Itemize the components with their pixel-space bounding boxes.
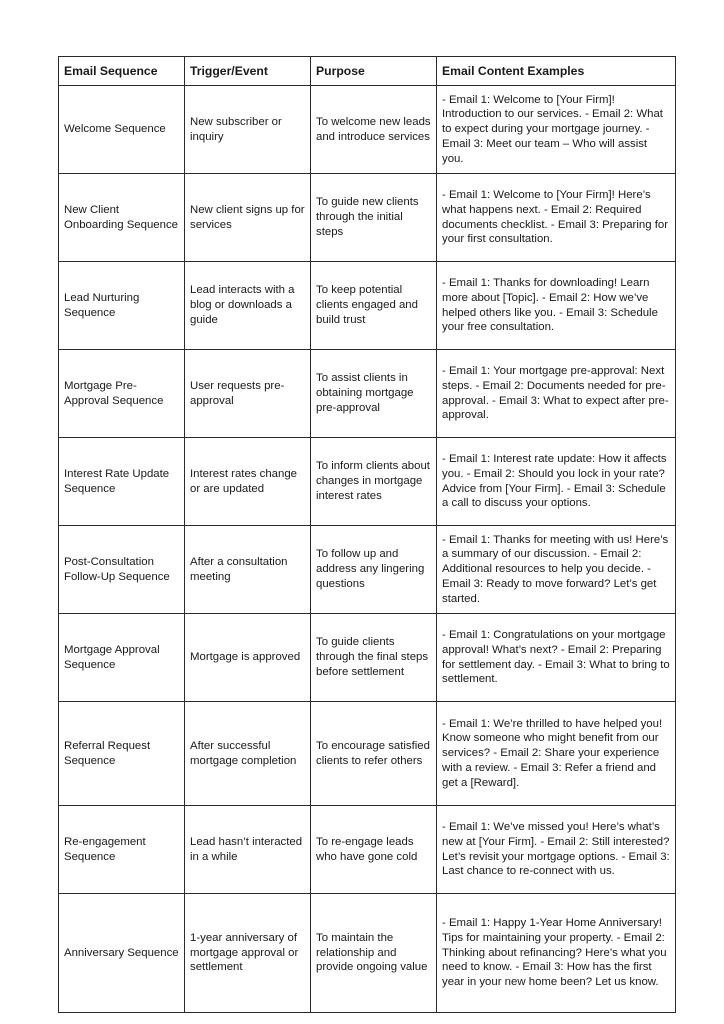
table-row bbox=[59, 614, 676, 702]
cell-examples: - Email 1: Happy 1-Year Home Anniversary! Tips for maintaining your property. - Email 2: Thinking about refinancing? Here’s what you need to know. - Email 3: How has the first year in your new home been? Let us know. bbox=[437, 894, 676, 1013]
cell-purpose: To follow up and address any lingering questions bbox=[311, 526, 437, 614]
cell-trigger: After successful mortgage completion bbox=[185, 702, 311, 806]
cell-purpose: To re-engage leads who have gone cold bbox=[311, 806, 437, 894]
cell-trigger: Mortgage is approved bbox=[185, 614, 311, 702]
cell-purpose: To encourage satisfied clients to refer others bbox=[311, 702, 437, 806]
cell-sequence: Mortgage Approval Sequence bbox=[59, 614, 185, 702]
cell-trigger: New client signs up for services bbox=[185, 174, 311, 262]
cell-purpose: To welcome new leads and introduce services bbox=[311, 86, 437, 174]
cell-examples: - Email 1: We’re thrilled to have helped you! Know someone who might benefit from our services? - Email 2: Share your experience with a review. - Email 3: Refer a friend and get a [Reward]. bbox=[437, 702, 676, 806]
cell-sequence: Interest Rate Update Sequence bbox=[59, 438, 185, 526]
cell-trigger: Lead interacts with a blog or downloads a guide bbox=[185, 262, 311, 350]
table-row bbox=[59, 86, 676, 174]
table-row bbox=[59, 350, 676, 438]
header-email-content-examples: Email Content Examples bbox=[437, 57, 676, 86]
cell-trigger: Lead hasn’t interacted in a while bbox=[185, 806, 311, 894]
cell-trigger: Interest rates change or are updated bbox=[185, 438, 311, 526]
cell-examples: - Email 1: Your mortgage pre-approval: Next steps. - Email 2: Documents needed for pre-approval. - Email 3: What to expect after pre-approval. bbox=[437, 350, 676, 438]
table-header-row bbox=[59, 57, 676, 86]
cell-examples: - Email 1: Welcome to [Your Firm]! Introduction to our services. - Email 2: What to expect during your mortgage journey. - Email 3: Meet our team – Who will assist you. bbox=[437, 86, 676, 174]
cell-sequence: Lead Nurturing Sequence bbox=[59, 262, 185, 350]
table-row bbox=[59, 174, 676, 262]
table-row bbox=[59, 262, 676, 350]
header-email-sequence: Email Sequence bbox=[59, 57, 185, 86]
cell-trigger: After a consultation meeting bbox=[185, 526, 311, 614]
cell-trigger: 1-year anniversary of mortgage approval or settlement bbox=[185, 894, 311, 1013]
cell-sequence: Post-Consultation Follow-Up Sequence bbox=[59, 526, 185, 614]
table-row bbox=[59, 806, 676, 894]
cell-purpose: To maintain the relationship and provide ongoing value bbox=[311, 894, 437, 1013]
table-row bbox=[59, 438, 676, 526]
cell-sequence: Re-engagement Sequence bbox=[59, 806, 185, 894]
cell-trigger: New subscriber or inquiry bbox=[185, 86, 311, 174]
cell-examples: - Email 1: Congratulations on your mortgage approval! What’s next? - Email 2: Preparing for settlement day. - Email 3: What to bring to settlement. bbox=[437, 614, 676, 702]
cell-examples: - Email 1: Thanks for meeting with us! Here’s a summary of our discussion. - Email 2: Additional resources to help you decide. - Email 3: Ready to move forward? Let’s get started. bbox=[437, 526, 676, 614]
document-page bbox=[58, 56, 675, 1013]
table-row bbox=[59, 526, 676, 614]
cell-sequence: New Client Onboarding Sequence bbox=[59, 174, 185, 262]
header-purpose: Purpose bbox=[311, 57, 437, 86]
cell-purpose: To inform clients about changes in mortgage interest rates bbox=[311, 438, 437, 526]
cell-purpose: To keep potential clients engaged and build trust bbox=[311, 262, 437, 350]
cell-purpose: To assist clients in obtaining mortgage pre-approval bbox=[311, 350, 437, 438]
cell-trigger: User requests pre-approval bbox=[185, 350, 311, 438]
cell-sequence: Referral Request Sequence bbox=[59, 702, 185, 806]
cell-purpose: To guide clients through the final steps before settlement bbox=[311, 614, 437, 702]
cell-sequence: Anniversary Sequence bbox=[59, 894, 185, 1013]
cell-examples: - Email 1: Thanks for downloading! Learn more about [Topic]. - Email 2: How we’ve helped others like you. - Email 3: Schedule your free consultation. bbox=[437, 262, 676, 350]
email-sequence-table bbox=[58, 56, 676, 1013]
cell-examples: - Email 1: Welcome to [Your Firm]! Here’s what happens next. - Email 2: Required documents checklist. - Email 3: Preparing for your first consultation. bbox=[437, 174, 676, 262]
cell-purpose: To guide new clients through the initial steps bbox=[311, 174, 437, 262]
cell-sequence: Welcome Sequence bbox=[59, 86, 185, 174]
header-trigger-event: Trigger/Event bbox=[185, 57, 311, 86]
cell-examples: - Email 1: We’ve missed you! Here’s what’s new at [Your Firm]. - Email 2: Still interested? Let’s revisit your mortgage options. - Email 3: Last chance to re-connect with us. bbox=[437, 806, 676, 894]
table-row bbox=[59, 702, 676, 806]
cell-examples: - Email 1: Interest rate update: How it affects you. - Email 2: Should you lock in your rate? Advice from [Your Firm]. - Email 3: Schedule a call to discuss your options. bbox=[437, 438, 676, 526]
cell-sequence: Mortgage Pre-Approval Sequence bbox=[59, 350, 185, 438]
table-row bbox=[59, 894, 676, 1013]
